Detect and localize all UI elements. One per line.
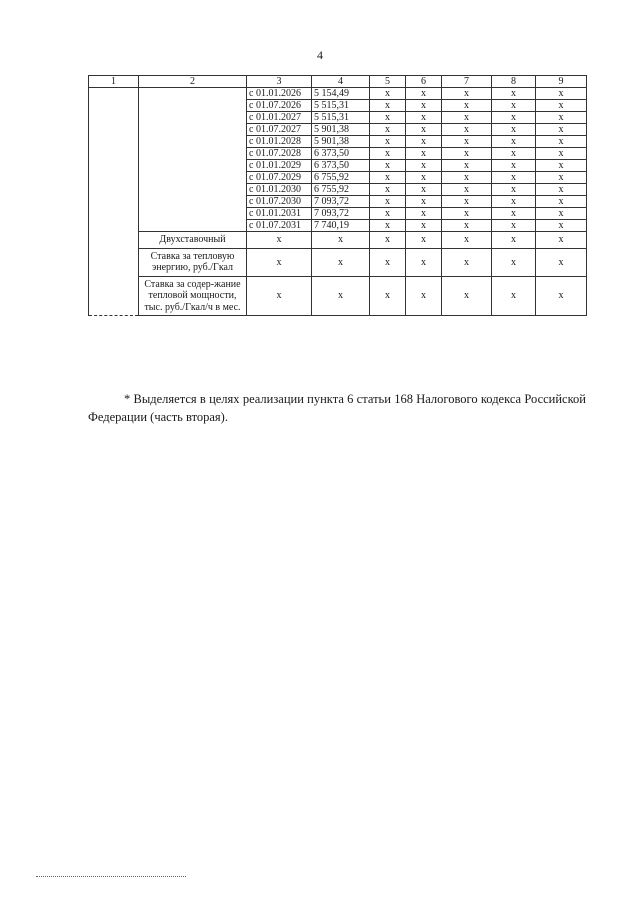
x-cell: х bbox=[406, 160, 442, 172]
x-cell: х bbox=[370, 184, 406, 196]
x-cell: х bbox=[492, 184, 536, 196]
value-cell: 5 901,38 bbox=[312, 124, 370, 136]
x-cell: х bbox=[370, 196, 406, 208]
x-cell: х bbox=[536, 136, 587, 148]
x-cell: х bbox=[406, 148, 442, 160]
footer-divider bbox=[36, 876, 186, 877]
row-label: Ставка за тепловую энергию, руб./Гкал bbox=[139, 248, 247, 276]
x-cell: х bbox=[370, 148, 406, 160]
header-cell: 5 bbox=[370, 76, 406, 88]
x-cell: х bbox=[536, 112, 587, 124]
x-cell: х bbox=[536, 160, 587, 172]
x-cell: х bbox=[406, 208, 442, 220]
x-cell: х bbox=[492, 172, 536, 184]
x-cell: х bbox=[536, 88, 587, 100]
period-cell: с 01.07.2027 bbox=[247, 124, 312, 136]
header-cell: 7 bbox=[442, 76, 492, 88]
x-cell: х bbox=[312, 232, 370, 249]
capacity-rate-row bbox=[89, 276, 587, 316]
x-cell: х bbox=[406, 248, 442, 276]
energy-rate-row bbox=[89, 248, 587, 276]
period-cell: с 01.01.2028 bbox=[247, 136, 312, 148]
x-cell: х bbox=[442, 136, 492, 148]
header-cell: 1 bbox=[89, 76, 139, 88]
table-row bbox=[89, 88, 587, 100]
x-cell: х bbox=[442, 232, 492, 249]
table-header-row bbox=[89, 76, 587, 88]
x-cell: х bbox=[442, 172, 492, 184]
x-cell: х bbox=[442, 124, 492, 136]
tariff-table-body bbox=[89, 76, 587, 316]
period-cell: с 01.01.2027 bbox=[247, 112, 312, 124]
x-cell: х bbox=[442, 196, 492, 208]
header-cell: 9 bbox=[536, 76, 587, 88]
x-cell: х bbox=[442, 112, 492, 124]
x-cell: х bbox=[536, 220, 587, 232]
period-cell: с 01.01.2026 bbox=[247, 88, 312, 100]
x-cell: х bbox=[370, 124, 406, 136]
value-cell: 7 740,19 bbox=[312, 220, 370, 232]
row-label: Двухставочный bbox=[139, 232, 247, 249]
x-cell: х bbox=[492, 220, 536, 232]
x-cell: х bbox=[442, 276, 492, 316]
header-cell: 8 bbox=[492, 76, 536, 88]
period-cell: с 01.07.2026 bbox=[247, 100, 312, 112]
page-number: 4 bbox=[317, 48, 323, 62]
value-cell: 5 901,38 bbox=[312, 136, 370, 148]
x-cell: х bbox=[312, 248, 370, 276]
x-cell: х bbox=[492, 276, 536, 316]
header-cell: 2 bbox=[139, 76, 247, 88]
x-cell: х bbox=[492, 196, 536, 208]
x-cell: х bbox=[442, 88, 492, 100]
row-label: Ставка за содер-жание тепловой мощности, тыс. руб./Гкал/ч в мес. bbox=[139, 276, 247, 316]
x-cell: х bbox=[247, 232, 312, 249]
x-cell: х bbox=[406, 88, 442, 100]
x-cell: х bbox=[536, 100, 587, 112]
value-cell: 6 373,50 bbox=[312, 148, 370, 160]
x-cell: х bbox=[492, 124, 536, 136]
empty-cell-col2 bbox=[139, 88, 247, 232]
value-cell: 5 515,31 bbox=[312, 112, 370, 124]
value-cell: 6 755,92 bbox=[312, 184, 370, 196]
two-part-row bbox=[89, 232, 587, 249]
x-cell: х bbox=[536, 124, 587, 136]
x-cell: х bbox=[370, 208, 406, 220]
period-cell: с 01.01.2031 bbox=[247, 208, 312, 220]
x-cell: х bbox=[536, 232, 587, 249]
x-cell: х bbox=[536, 248, 587, 276]
x-cell: х bbox=[406, 184, 442, 196]
value-cell: 5 515,31 bbox=[312, 100, 370, 112]
x-cell: х bbox=[370, 88, 406, 100]
period-cell: с 01.07.2029 bbox=[247, 172, 312, 184]
x-cell: х bbox=[406, 172, 442, 184]
value-cell: 6 755,92 bbox=[312, 172, 370, 184]
header-cell: 4 bbox=[312, 76, 370, 88]
x-cell: х bbox=[312, 276, 370, 316]
x-cell: х bbox=[406, 112, 442, 124]
header-cell: 3 bbox=[247, 76, 312, 88]
value-cell: 7 093,72 bbox=[312, 196, 370, 208]
x-cell: х bbox=[536, 196, 587, 208]
x-cell: х bbox=[247, 248, 312, 276]
period-cell: с 01.01.2030 bbox=[247, 184, 312, 196]
x-cell: х bbox=[492, 112, 536, 124]
x-cell: х bbox=[442, 100, 492, 112]
x-cell: х bbox=[247, 276, 312, 316]
x-cell: х bbox=[370, 160, 406, 172]
x-cell: х bbox=[442, 184, 492, 196]
period-cell: с 01.01.2029 bbox=[247, 160, 312, 172]
x-cell: х bbox=[536, 184, 587, 196]
footnote: * Выделяется в целях реализации пункта 6 статьи 168 Налогового кодекса Российской Федерации (часть вторая). bbox=[88, 392, 586, 424]
x-cell: х bbox=[406, 124, 442, 136]
empty-cell-col1 bbox=[89, 88, 139, 316]
value-cell: 5 154,49 bbox=[312, 88, 370, 100]
x-cell: х bbox=[370, 100, 406, 112]
x-cell: х bbox=[442, 248, 492, 276]
period-cell: с 01.07.2030 bbox=[247, 196, 312, 208]
x-cell: х bbox=[492, 100, 536, 112]
x-cell: х bbox=[406, 220, 442, 232]
x-cell: х bbox=[492, 160, 536, 172]
x-cell: х bbox=[536, 148, 587, 160]
x-cell: х bbox=[370, 276, 406, 316]
x-cell: х bbox=[442, 208, 492, 220]
x-cell: х bbox=[370, 232, 406, 249]
x-cell: х bbox=[370, 112, 406, 124]
x-cell: х bbox=[370, 220, 406, 232]
x-cell: х bbox=[442, 148, 492, 160]
x-cell: х bbox=[406, 136, 442, 148]
x-cell: х bbox=[406, 100, 442, 112]
period-cell: с 01.07.2028 bbox=[247, 148, 312, 160]
header-cell: 6 bbox=[406, 76, 442, 88]
period-cell: с 01.07.2031 bbox=[247, 220, 312, 232]
x-cell: х bbox=[370, 136, 406, 148]
x-cell: х bbox=[492, 208, 536, 220]
x-cell: х bbox=[370, 172, 406, 184]
x-cell: х bbox=[370, 248, 406, 276]
x-cell: х bbox=[406, 232, 442, 249]
value-cell: 7 093,72 bbox=[312, 208, 370, 220]
x-cell: х bbox=[492, 148, 536, 160]
x-cell: х bbox=[492, 232, 536, 249]
x-cell: х bbox=[536, 208, 587, 220]
x-cell: х bbox=[406, 276, 442, 316]
x-cell: х bbox=[492, 136, 536, 148]
x-cell: х bbox=[406, 196, 442, 208]
x-cell: х bbox=[536, 276, 587, 316]
tariff-table bbox=[88, 75, 587, 316]
value-cell: 6 373,50 bbox=[312, 160, 370, 172]
x-cell: х bbox=[442, 220, 492, 232]
x-cell: х bbox=[442, 160, 492, 172]
x-cell: х bbox=[536, 172, 587, 184]
x-cell: х bbox=[492, 248, 536, 276]
x-cell: х bbox=[492, 88, 536, 100]
